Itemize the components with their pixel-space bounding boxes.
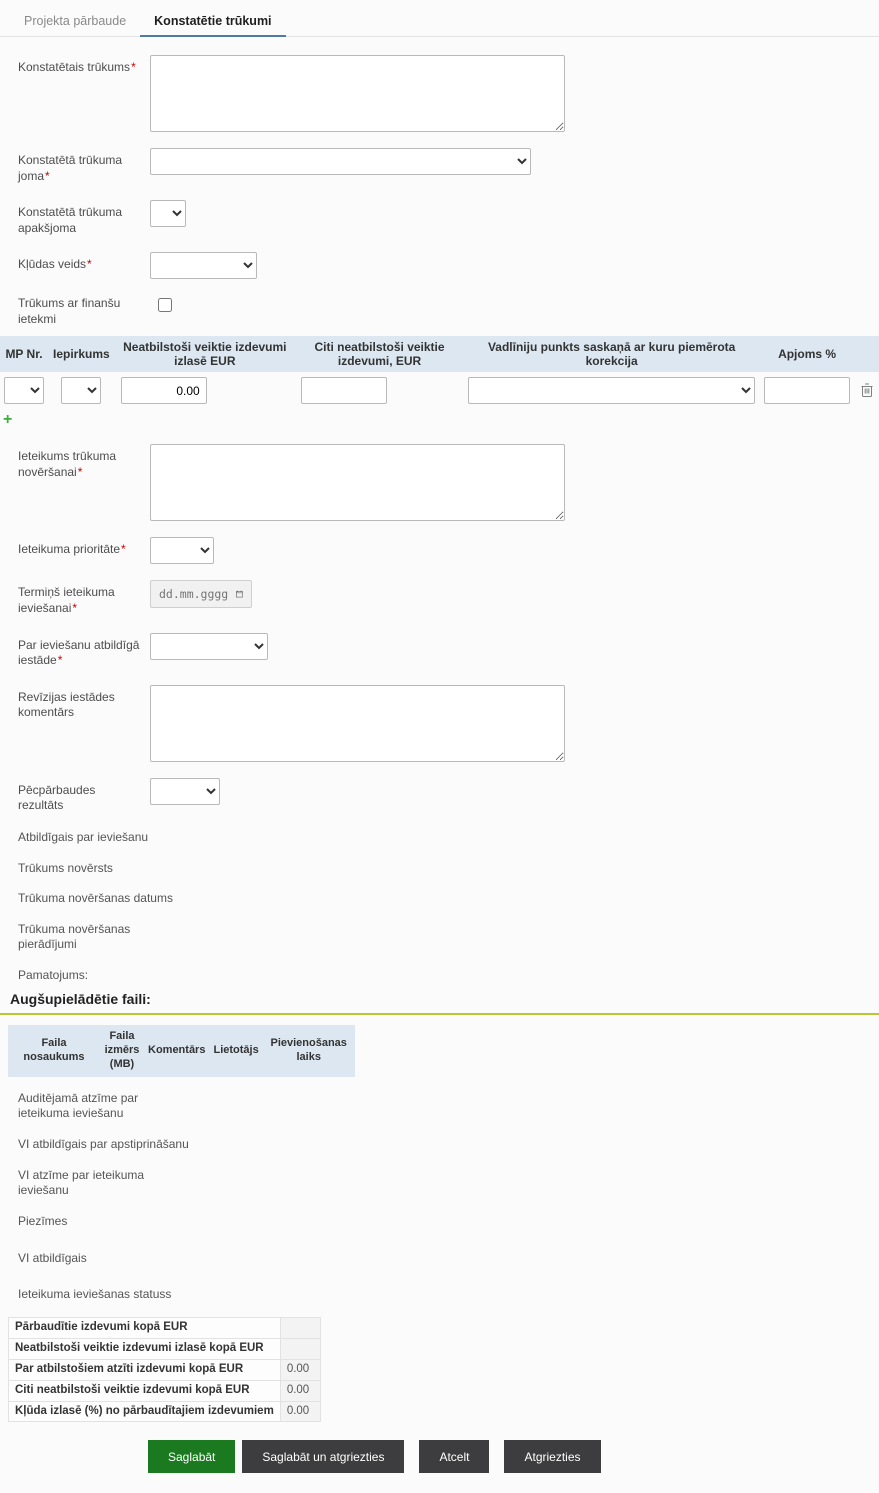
citi-izdevumi-input[interactable] [301, 377, 387, 404]
required-asterisk: * [131, 60, 136, 74]
files-header-row [8, 1025, 355, 1076]
priority-select[interactable] [150, 537, 214, 564]
fin-header-mp-nr: MP Nr. [0, 336, 48, 373]
auditee-note-label: Auditējamā atzīme par ieteikuma ieviešanu [18, 1090, 139, 1121]
error-type-select[interactable] [150, 252, 257, 279]
tab-konstatetie-trukumi[interactable]: Konstatētie trūkumi [140, 8, 285, 37]
save-and-return-button[interactable]: Saglabāt un atgriezties [242, 1440, 404, 1473]
required-asterisk: * [87, 257, 92, 272]
financial-corrections-table [0, 336, 879, 410]
recommendation-label [10, 444, 150, 480]
summary-value [280, 1339, 320, 1360]
deficiency-label [10, 55, 150, 76]
fin-header-vadliniju: Vadlīniju punkts saskaņā ar kuru piemērota korekcija [464, 336, 759, 373]
required-asterisk: * [77, 464, 83, 479]
totals-summary-table [8, 1317, 321, 1422]
summary-label: Neatbilstoši veiktie izdevumi izlasē kopā EUR [9, 1339, 281, 1360]
required-asterisk: * [121, 542, 126, 557]
recommendation-textarea[interactable] [150, 444, 565, 521]
fix-evidence-label: Trūkuma novēršanas pierādījumi [18, 921, 131, 952]
subarea-label [10, 200, 150, 236]
responsible-authority-select[interactable] [150, 633, 268, 660]
deficiency-textarea[interactable] [150, 55, 565, 132]
summary-row [9, 1339, 321, 1360]
uploaded-files-table [8, 1025, 355, 1076]
trash-icon [861, 383, 873, 397]
summary-label: Par atbilstošiem atzīti izdevumi kopā EUR [9, 1360, 281, 1381]
fix-date-label: Trūkuma novēršanas datums [18, 891, 173, 906]
notes-label: Piezīmes [18, 1213, 68, 1228]
summary-value: 0.00 [280, 1380, 320, 1401]
followup-result-label [10, 778, 150, 814]
vi-note-label: VI atzīme par ieteikuma ieviešanu [18, 1167, 145, 1198]
field-row-area [10, 148, 869, 184]
summary-value: 0.00 [280, 1360, 320, 1381]
vi-responsible-approval-label: VI atbildīgais par apstiprināšanu [18, 1136, 189, 1151]
fin-table-header-row [0, 336, 879, 373]
fin-header-iepirkums: Iepirkums [48, 336, 115, 373]
section-divider [0, 1013, 879, 1015]
summary-value [280, 1318, 320, 1339]
files-header-added-time: Pievienošanas laiks [263, 1025, 355, 1076]
action-button-row [148, 1440, 879, 1473]
followup-result-label-text: Pēcpārbaudes rezultāts [18, 782, 96, 813]
priority-label [10, 537, 150, 558]
delete-row-button[interactable] [859, 381, 875, 399]
tab-projekta-parbaude[interactable]: Projekta pārbaude [24, 14, 127, 28]
field-row-priority [10, 537, 869, 564]
mp-nr-select[interactable] [4, 377, 44, 404]
recommendation-label-text: Ieteikums trūkuma novēršanai [18, 449, 117, 479]
audit-comment-label [10, 685, 150, 721]
return-button[interactable]: Atgriezties [504, 1440, 600, 1473]
calendar-icon [236, 588, 243, 600]
field-row-error-type [10, 252, 869, 279]
date-placeholder: dd.mm.gggg [159, 587, 229, 602]
field-row-followup-result [10, 778, 869, 814]
summary-label: Citi neatbilstoši veiktie izdevumi kopā EUR [9, 1380, 281, 1401]
cancel-button[interactable]: Atcelt [419, 1440, 489, 1473]
files-header-name: Faila nosaukums [8, 1025, 100, 1076]
error-type-label [10, 252, 150, 273]
uploaded-files-heading: Augšupielādētie faili: [10, 991, 151, 1008]
priority-label-text: Ieteikuma prioritāte [18, 542, 121, 557]
vi-responsible-label: VI atbildīgais [18, 1251, 87, 1266]
summary-row [9, 1318, 321, 1339]
area-select[interactable] [150, 148, 531, 175]
audit-comment-textarea[interactable] [150, 685, 565, 762]
add-row-button[interactable]: + [3, 411, 13, 429]
responsible-authority-label [10, 633, 150, 669]
financial-impact-label-text: Trūkums ar finanšu ietekmi [18, 296, 121, 326]
responsible-impl-label: Atbildīgais par ieviešanu [18, 829, 149, 844]
save-button[interactable]: Saglabāt [148, 1440, 235, 1473]
summary-label: Kļūda izlasē (%) no pārbaudītajiem izdevumiem [9, 1401, 281, 1422]
fin-header-neatbilstosi: Neatbilstoši veiktie izdevumi izlasē EUR [115, 336, 295, 373]
vadliniju-punkts-select[interactable] [468, 377, 755, 404]
area-label-text: Konstatētā trūkuma joma [18, 153, 123, 183]
required-asterisk: * [57, 653, 63, 668]
subarea-select[interactable] [150, 200, 186, 227]
area-label [10, 148, 150, 184]
impl-status-label: Ieteikuma ieviešanas statuss [18, 1286, 172, 1301]
deadline-label-text: Termiņš ieteikuma ieviešanai [18, 585, 115, 615]
summary-row [9, 1360, 321, 1381]
field-row-subarea [10, 200, 869, 236]
error-type-label-text: Kļūdas veids [18, 257, 87, 272]
apjoms-input[interactable] [764, 377, 850, 404]
fin-table-row [0, 372, 879, 409]
required-asterisk: * [72, 600, 78, 615]
field-row-financial-impact [10, 295, 869, 327]
summary-row [9, 1380, 321, 1401]
files-header-comment: Komentārs [144, 1025, 209, 1076]
followup-result-select[interactable] [150, 778, 220, 805]
financial-impact-label [10, 295, 150, 327]
field-row-recommendation [10, 444, 869, 521]
justification-label: Pamatojums: [18, 967, 89, 982]
deadline-date-input[interactable] [150, 580, 252, 608]
field-row-deadline [10, 580, 869, 616]
deficiency-label-text: Konstatētais trūkums [18, 60, 131, 74]
tab-bar [0, 0, 879, 37]
summary-label: Pārbaudītie izdevumi kopā EUR [9, 1318, 281, 1339]
subarea-label-text: Konstatētā trūkuma apakšjoma [18, 205, 123, 235]
neatbilstosi-izdevumi-input[interactable] [121, 377, 207, 404]
summary-row [9, 1401, 321, 1422]
field-row-audit-comment [10, 685, 869, 762]
summary-value: 0.00 [280, 1401, 320, 1422]
fin-header-citi: Citi neatbilstoši veiktie izdevumi, EUR [295, 336, 464, 373]
deficiency-fixed-label: Trūkums novērsts [18, 860, 113, 875]
field-row-deficiency [10, 55, 869, 132]
deadline-label [10, 580, 150, 616]
required-asterisk: * [45, 168, 50, 183]
fin-header-apjoms: Apjoms % [759, 336, 855, 373]
responsible-authority-label-text: Par ieviešanu atbildīgā iestāde [18, 637, 140, 668]
financial-impact-checkbox[interactable] [158, 298, 172, 312]
files-header-size: Faila izmērs (MB) [100, 1025, 144, 1076]
iepirkums-select[interactable] [61, 377, 101, 404]
files-header-user: Lietotājs [209, 1025, 262, 1076]
audit-comment-label-text: Revīzijas iestādes komentārs [18, 689, 115, 720]
fin-header-actions [855, 336, 879, 373]
field-row-responsible-authority [10, 633, 869, 669]
